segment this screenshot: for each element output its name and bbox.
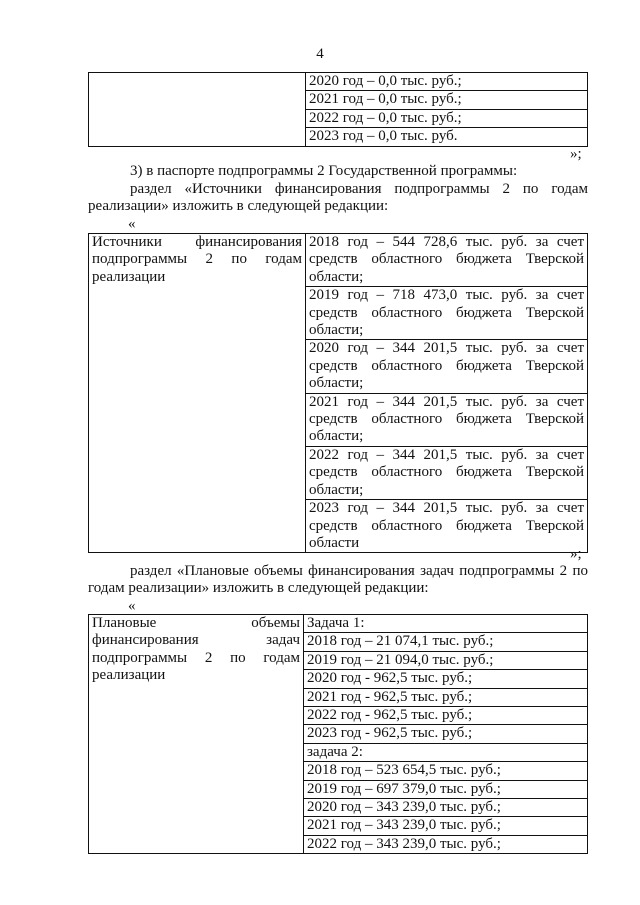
funding-entry <box>306 393 587 446</box>
funding-sources-values <box>306 234 588 553</box>
opening-quote: « <box>128 598 136 614</box>
funding-line: 2021 год – 0,0 тыс. руб.; <box>306 90 587 108</box>
entry-line: 2018 год – 544 728,6 тыс. руб. за счет <box>309 234 584 250</box>
entry-line: области; <box>309 268 364 285</box>
entry-line: средств областного бюджета Тверской <box>309 251 584 268</box>
funding-line: 2023 год – 0,0 тыс. руб. <box>306 127 587 145</box>
funding-line: 2023 год - 962,5 тыс. руб.; <box>304 724 587 742</box>
funding-line: 2019 год – 697 379,0 тыс. руб.; <box>304 780 587 798</box>
task-heading: задача 2: <box>304 743 587 761</box>
funding-entry <box>306 286 587 339</box>
entry-line: 2020 год – 344 201,5 тыс. руб. за счет <box>309 340 584 357</box>
funding-entry <box>306 446 587 499</box>
funding-line: 2020 год – 0,0 тыс. руб.; <box>309 73 462 89</box>
funding-sources-table <box>88 233 588 553</box>
section-2-intro: раздел «Плановые объемы финансирования задач подпрограммы 2 по годам реализации» изложить в следующей редакции: <box>88 563 588 597</box>
funding-sources-label: Источники финансирования подпрограммы 2 по годам реализации <box>89 234 306 553</box>
planned-funding-values <box>304 615 588 854</box>
closing-quote: »; <box>570 546 582 562</box>
entry-line: средств областного бюджета Тверской <box>309 304 584 321</box>
entry-line: области; <box>309 481 364 498</box>
entry-line: средств областного бюджета Тверской <box>309 411 584 428</box>
entry-line: средств областного бюджета Тверской <box>309 357 584 374</box>
planned-funding-table <box>88 614 588 854</box>
funding-entry <box>306 339 587 392</box>
item-3-paragraph: 3) в паспорте подпрограммы 2 Государственной программы: <box>130 163 518 179</box>
entry-line: области; <box>309 428 364 445</box>
planned-funding-label: Плановые объемы финансирования задач подпрограммы 2 по годам реализации <box>89 615 304 854</box>
entry-line: 2023 год – 344 201,5 тыс. руб. за счет <box>309 500 584 517</box>
funding-line: 2020 год – 343 239,0 тыс. руб.; <box>304 798 587 816</box>
funding-entry <box>309 234 584 286</box>
funding-line: 2018 год – 21 074,1 тыс. руб.; <box>304 632 587 650</box>
entry-line: 2021 год – 344 201,5 тыс. руб. за счет <box>309 393 584 410</box>
continuation-table <box>88 72 588 147</box>
entry-line: 2022 год – 344 201,5 тыс. руб. за счет <box>309 446 584 463</box>
funding-line: 2019 год – 21 094,0 тыс. руб.; <box>304 651 587 669</box>
entry-line: 2019 год – 718 473,0 тыс. руб. за счет <box>309 287 584 304</box>
funding-line: 2022 год – 343 239,0 тыс. руб.; <box>304 835 587 853</box>
funding-line: 2021 год – 343 239,0 тыс. руб.; <box>304 816 587 834</box>
entry-line: области <box>309 534 360 551</box>
opening-quote: « <box>128 216 136 232</box>
page-number: 4 <box>316 46 324 62</box>
task-heading: Задача 1: <box>307 615 365 631</box>
closing-quote: »; <box>570 146 582 162</box>
entry-line: средств областного бюджета Тверской <box>309 517 584 534</box>
funding-entry <box>306 499 587 552</box>
entry-line: средств областного бюджета Тверской <box>309 464 584 481</box>
funding-line: 2018 год – 523 654,5 тыс. руб.; <box>304 761 587 779</box>
funding-line: 2021 год - 962,5 тыс. руб.; <box>304 688 587 706</box>
continuation-right-cell <box>306 73 588 147</box>
continuation-left-cell <box>89 73 306 147</box>
funding-line: 2022 год – 0,0 тыс. руб.; <box>306 109 587 127</box>
funding-line: 2022 год - 962,5 тыс. руб.; <box>304 706 587 724</box>
section-1-intro: раздел «Источники финансирования подпрограммы 2 по годам реализации» изложить в следующей редакции: <box>88 181 588 215</box>
entry-line: области; <box>309 375 364 392</box>
entry-line: области; <box>309 322 364 339</box>
funding-line: 2020 год - 962,5 тыс. руб.; <box>304 669 587 687</box>
